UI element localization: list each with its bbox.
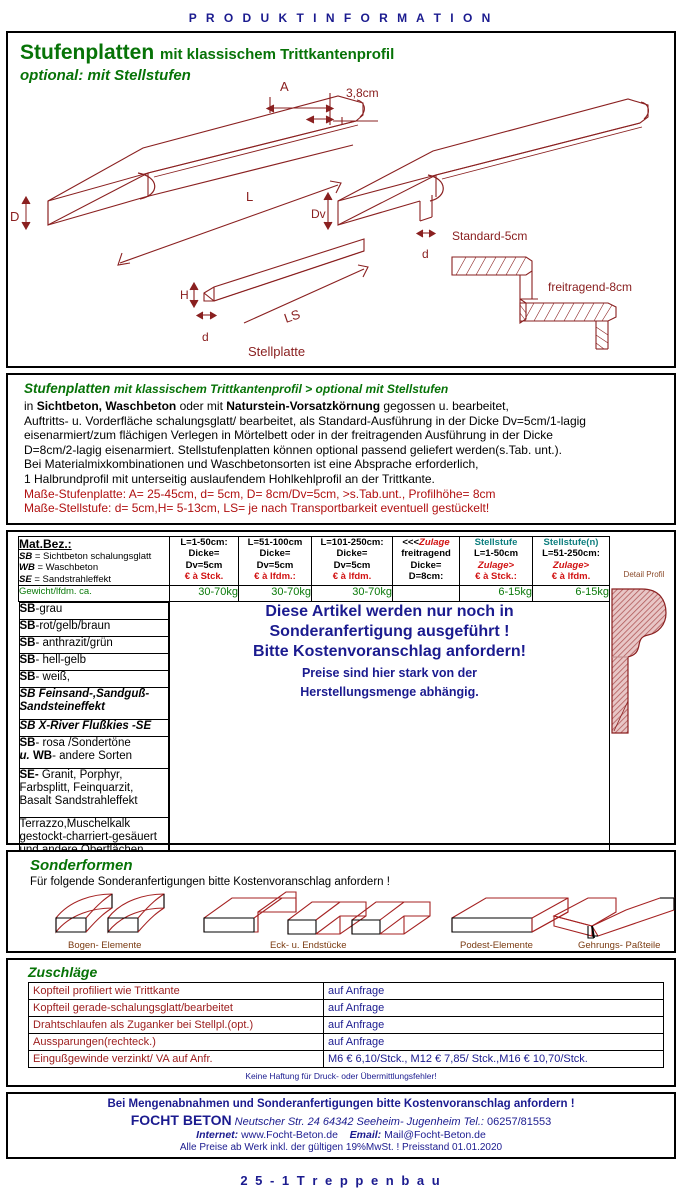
zuschlag-value: M6 € 6,10/Stck., M12 € 7,85/ Stck.,M16 € 10,70/Stck.: [324, 1050, 664, 1067]
label-freitragend-8cm: freitragend-8cm: [548, 280, 633, 294]
weight-row: [19, 586, 610, 602]
col-header-l51-100: L=51-100cm Dicke= Dv=5cm € à lfdm.:: [239, 536, 312, 586]
special-order-subline: Preise sind hier stark von der: [301, 666, 478, 681]
special-order-line: Diese Artikel werden nur noch in: [265, 603, 514, 621]
zuschlaege-section: [6, 958, 676, 1087]
zuschlag-value: auf Anfrage: [324, 982, 664, 999]
material-price-table: [18, 536, 610, 868]
company-address: Neutscher Str. 24 64342 Seeheim- Jugenheim: [234, 1115, 461, 1128]
col-header-l101-250: L=101-250cm: Dicke= Dv=5cm € à lfdm.: [312, 536, 393, 586]
table-row: [19, 603, 168, 620]
table-row: [29, 999, 664, 1016]
website-link[interactable]: www.Focht-Beton.de: [241, 1128, 338, 1141]
weight-value: 30-70kg: [312, 586, 393, 602]
matbez-legend-line: SE = Sandstrahleffekt: [19, 573, 111, 585]
matbez-legend-line: SB = Sichtbeton schalungsglatt: [19, 550, 152, 562]
hero-title-sub: mit klassischem Trittkantenprofil: [160, 46, 395, 63]
col-header-stellstufe-n: Stellstufe(n) L=51-250cm: Zulage> € à lfdm.: [533, 536, 610, 586]
dim-label-LS: LS: [282, 306, 303, 326]
label-standard-5cm: Standard-5cm: [452, 229, 528, 243]
special-order-message: [170, 602, 610, 868]
zuschlag-label: Drahtschlaufen als Zuganker bei Stellpl.(opt.): [29, 1016, 324, 1033]
sonderform-label: Podest-Elemente: [460, 939, 533, 951]
hero-title-line2: optional: mit Stellstufen: [20, 67, 191, 84]
internet-label: Internet:: [196, 1128, 239, 1141]
zuschlag-label: Kopfteil gerade-schalungsglatt/bearbeitet: [29, 999, 324, 1016]
table-row: [19, 671, 168, 688]
table-row: [19, 620, 168, 637]
stair-plate-technical-drawing: [8, 73, 676, 368]
dim-label-L: L: [246, 189, 254, 204]
material-name-cell: SB X-River Flußkies -SE: [19, 720, 168, 737]
description-line: eisenarmiert/zum flächigen Verlegen in Mörtelbett oder in der freitragenden Ausführung in der Dicke: [24, 428, 553, 443]
matbez-cell: [19, 536, 170, 586]
description-title-main: Stufenplatten: [24, 381, 111, 396]
weight-value: 30-70kg: [239, 586, 312, 602]
description-line: 1 Halbrundprofil mit unterseitig auslaufendem Hohlkehlprofil an der Trittkante.: [24, 471, 435, 486]
zuschlag-label: Kopfteil profiliert wie Trittkante: [29, 982, 324, 999]
footer-price-note: Alle Preise ab Werk inkl. der gültigen 19%MwSt. ! Preisstand 01.01.2020: [179, 1141, 503, 1153]
detail-profile-drawing: [608, 581, 680, 741]
col-header-stellstufe: Stellstufe L=1-50cm Zulage> € à Stck.:: [460, 536, 533, 586]
description-line: in Sichtbeton, Waschbeton oder mit Naturstein-Vorsatzkörnung gegossen u. bearbeitet,: [24, 399, 509, 413]
footer-cta: Bei Mengenabnahmen und Sonderanfertigungen bitte Kostenvoranschlag anfordern !: [107, 1097, 575, 1110]
special-order-subline: Herstellungsmenge abhängig.: [300, 685, 479, 700]
material-name-cell: SB- weiß,: [19, 671, 168, 688]
email-link[interactable]: Mail@Focht-Beton.de: [384, 1128, 486, 1141]
description-line: Auftritts- u. Vorderfläche schalungsglatt/ bearbeitet, als Standard-Ausführung in der Dicke Dv=5cm/1-lagig: [24, 413, 586, 428]
table-row: [19, 654, 168, 671]
weight-value: 6-15kg: [460, 586, 533, 602]
dim-label-38cm: 3,8cm: [346, 86, 379, 100]
company-logo: FOCHT BETON: [130, 1111, 232, 1128]
weight-value: [393, 586, 460, 602]
footer-section: [6, 1092, 676, 1159]
zuschlag-label: Aussparungen(rechteck.): [29, 1033, 324, 1050]
description-measurements: [24, 487, 664, 516]
col-header-zulage-freitragend: <<<Zulage freitragend Dicke= D=8cm:: [393, 536, 460, 586]
col-header-l1-50: L=1-50cm: Dicke= Dv=5cm € à Stck.: [170, 536, 239, 586]
matbez-legend-line: WB = Waschbeton: [19, 562, 99, 574]
dim-label-A: A: [280, 79, 289, 94]
description-heading: [24, 381, 664, 396]
material-name-cell: Terrazzo,Muschelkalk gestockt-charriert-gesäuert: [19, 818, 168, 867]
table-row: [19, 688, 168, 720]
special-order-line: Bitte Kostenvoranschlag anfordern!: [253, 643, 526, 661]
table-row: [29, 1016, 664, 1033]
material-name-cell: SB Feinsand-,Sandguß- Sandsteineffekt: [19, 688, 168, 720]
material-body-row: [19, 602, 610, 868]
weight-value: 30-70kg: [170, 586, 239, 602]
sonderform-label: Bogen- Elemente: [68, 939, 142, 951]
page-banner: P R O D U K T I N F O R M A T I O N: [188, 11, 494, 25]
dim-label-d-right: d: [422, 247, 429, 261]
zuschlag-value: auf Anfrage: [324, 1033, 664, 1050]
material-list-cell: [19, 602, 170, 868]
material-name-cell: SB- anthrazit/grün: [19, 637, 168, 654]
description-line: Bei Materialmixkombinationen und Waschbetonsorten ist eine Absprache erforderlich,: [24, 457, 479, 472]
description-section: [6, 373, 676, 525]
zuschlag-value: auf Anfrage: [324, 1016, 664, 1033]
special-order-line: Sonderanfertigung ausgeführt !: [269, 623, 510, 641]
tel-label: Tel.:: [463, 1115, 484, 1128]
description-measure-line: Maße-Stellstufe: d= 5cm,H= 5-13cm, LS= je nach Transportbarkeit eventuell gestückelt!: [24, 501, 490, 516]
material-name-cell: SB-rot/gelb/braun: [19, 620, 168, 637]
dim-label-Dv: Dv: [311, 207, 326, 221]
main-table-section: [6, 530, 676, 845]
sonderformen-section: [6, 850, 676, 953]
zuschlag-value: auf Anfrage: [324, 999, 664, 1016]
dim-label-D: D: [10, 209, 20, 224]
matbez-legend: [19, 551, 169, 586]
zuschlag-label: Eingußgewinde verzinkt/ VA auf Anfr.: [29, 1050, 324, 1067]
hero-drawing-section: [6, 31, 676, 368]
material-list-table: [19, 602, 169, 867]
detail-profile-caption: Detail Profil: [623, 569, 665, 579]
weight-label: Gewicht/lfdm. ca.: [19, 586, 170, 602]
zuschlaege-table: [28, 982, 664, 1068]
description-line: D=8cm/2-lagig eisenarmiert. Stellstufenplatten können optional passend geliefert werden(s.Tab. unt.).: [24, 442, 562, 457]
material-name-cell: SE- Granit, Porphyr, Farbsplitt, Feinquarzit, Basalt Sandstrahleffekt: [19, 769, 168, 818]
email-label: Email:: [349, 1128, 382, 1141]
label-stellplatte: Stellplatte: [248, 344, 306, 359]
sonderform-label: Eck- u. Endstücke: [270, 939, 347, 951]
dim-label-H: H: [180, 288, 189, 302]
description-measure-line: Maße-Stufenplatte: A= 25-45cm, d= 5cm, D= 8cm/Dv=5cm, >s.Tab.unt., Profilhöhe= 8cm: [24, 486, 496, 501]
dim-label-d-stell: d: [202, 330, 209, 344]
table-row: [29, 1033, 664, 1050]
table-row: [19, 637, 168, 654]
page-footer-number: 2 5 - 1 T r e p p e n b a u: [240, 1172, 442, 1188]
material-name-cell: SB-grau: [19, 603, 168, 620]
description-body: [24, 399, 664, 487]
table-row: [19, 769, 168, 818]
material-name-cell: SB- hell-gelb: [19, 654, 168, 671]
tel-number: 06257/81553: [487, 1115, 552, 1128]
sonderformen-subtitle: Für folgende Sonderanfertigungen bitte Kostenvoranschlag anfordern !: [30, 875, 390, 888]
sonderformen-title: Sonderformen: [30, 856, 133, 874]
weight-value: 6-15kg: [533, 586, 610, 602]
hero-title-main: Stufenplatten: [20, 41, 155, 64]
footer-company-line: [8, 1112, 674, 1128]
material-name-cell: SB- rosa /Sondertöne u. WB- andere Sorten: [19, 737, 168, 769]
footer-web-line: [8, 1129, 674, 1141]
detail-profile-block: [608, 570, 680, 746]
table-row: [29, 982, 664, 999]
table-header-row: [19, 536, 610, 586]
table-row: [29, 1050, 664, 1067]
table-row: [19, 737, 168, 769]
matbez-title: Mat.Bez.:: [19, 536, 72, 551]
zuschlaege-title: Zuschläge: [28, 963, 98, 980]
zuschlaege-disclaimer: Keine Haftung für Druck- oder Übermittlungsfehler!: [245, 1070, 437, 1081]
table-row: [19, 720, 168, 737]
sonderform-label: Gehrungs- Paßteile: [578, 939, 661, 951]
sonderformen-shapes: [8, 890, 682, 952]
description-title-rest: mit klassischem Trittkantenprofil > optional mit Stellstufen: [114, 382, 449, 396]
